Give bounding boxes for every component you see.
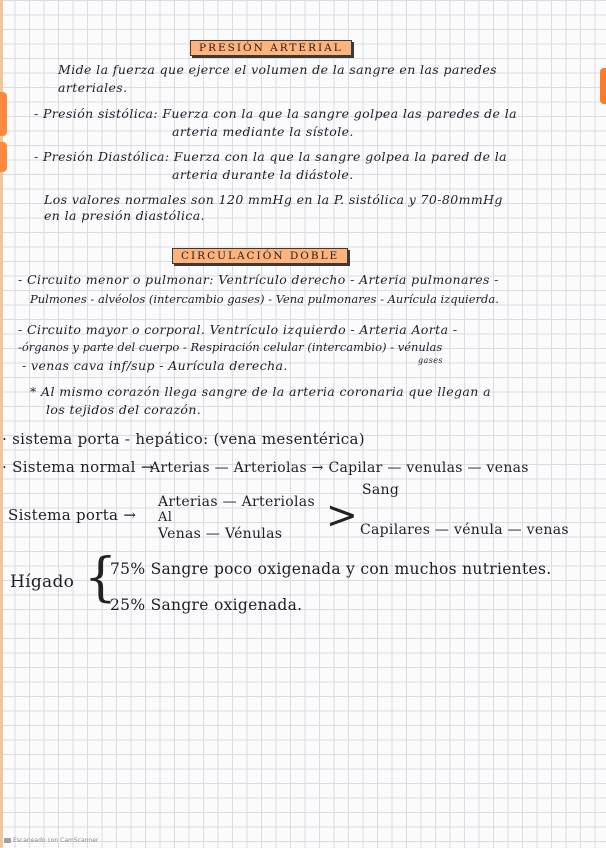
camscanner-icon: [4, 838, 11, 843]
higado-line-1: 75% Sangre poco oxigenada y con muchos nutrientes.: [110, 560, 552, 578]
sistolica-line-2: arteria mediante la sístole.: [172, 124, 354, 139]
valores-line-1: Los valores normales son 120 mmHg en la P. sistólica y 70-80mmHg: [44, 192, 503, 207]
sistema-porta-hepatico: · sistema porta - hepático: (vena mesentérica): [2, 430, 365, 448]
sistema-normal-sub: Sang: [362, 482, 400, 498]
intro-line-2: arteriales.: [58, 80, 128, 95]
edge-highlight-mark: [0, 142, 7, 172]
sistolica-line-1: - Presión sistólica: Fuerza con la que la sangre golpea las paredes de la: [34, 106, 517, 121]
edge-highlight-mark: [600, 68, 606, 104]
scanner-footer-text: Escaneado con CamScanner: [13, 837, 99, 844]
higado-label: Hígado: [10, 572, 75, 592]
circuito-menor-line-1: - Circuito menor o pulmonar: Ventrículo derecho - Arteria pulmonares -: [18, 272, 499, 287]
diastolica-line-2: arteria durante la diástole.: [172, 167, 354, 182]
higado-line-2: 25% Sangre oxigenada.: [110, 596, 303, 614]
circuito-mayor-line-1: - Circuito mayor o corporal. Ventrículo izquierdo - Arteria Aorta -: [18, 322, 458, 337]
sistema-normal-label: · Sistema normal →: [2, 458, 154, 476]
circuito-mayor-gases: gases: [418, 356, 443, 365]
circuito-menor-line-2: Pulmones - alvéolos (intercambio gases) - Vena pulmonares - Aurícula izquierda.: [30, 292, 499, 306]
edge-highlight-mark: [0, 92, 7, 136]
converge-arrow-icon: >: [326, 493, 358, 537]
corazon-note-line-1: * Al mismo corazón llega sangre de la arteria coronaria que llegan a: [30, 384, 491, 399]
corazon-note-line-2: los tejidos del corazón.: [46, 402, 202, 417]
sistema-porta-label: Sistema porta →: [8, 506, 137, 524]
circuito-mayor-line-3: - venas cava inf/sup - Aurícula derecha.: [22, 358, 288, 373]
sistema-porta-top: Arterias — Arteriolas: [158, 494, 315, 510]
sistema-normal-row: Arterias — Arteriolas → Capilar — venulas — venas: [150, 460, 529, 476]
sistema-porta-bottom: Venas — Vénulas: [158, 526, 283, 542]
diastolica-line-1: - Presión Diastólica: Fuerza con la que la sangre golpea la pared de la: [34, 149, 508, 164]
valores-line-2: en la presión diastólica.: [44, 208, 206, 223]
heading-presion-arterial: PRESIÓN ARTERIAL: [190, 40, 352, 56]
sistema-porta-al: Al: [158, 510, 173, 525]
sistema-porta-right: Capilares — vénula — venas: [360, 522, 569, 538]
curly-brace-icon: {: [84, 548, 118, 608]
scanner-footer: [4, 837, 98, 844]
heading-circulacion-doble: CIRCULACIÓN DOBLE: [172, 248, 348, 264]
intro-line-1: Mide la fuerza que ejerce el volumen de la sangre en las paredes: [58, 62, 497, 77]
circuito-mayor-line-2: -órganos y parte del cuerpo - Respiración celular (intercambio) - vénulas: [18, 340, 443, 354]
